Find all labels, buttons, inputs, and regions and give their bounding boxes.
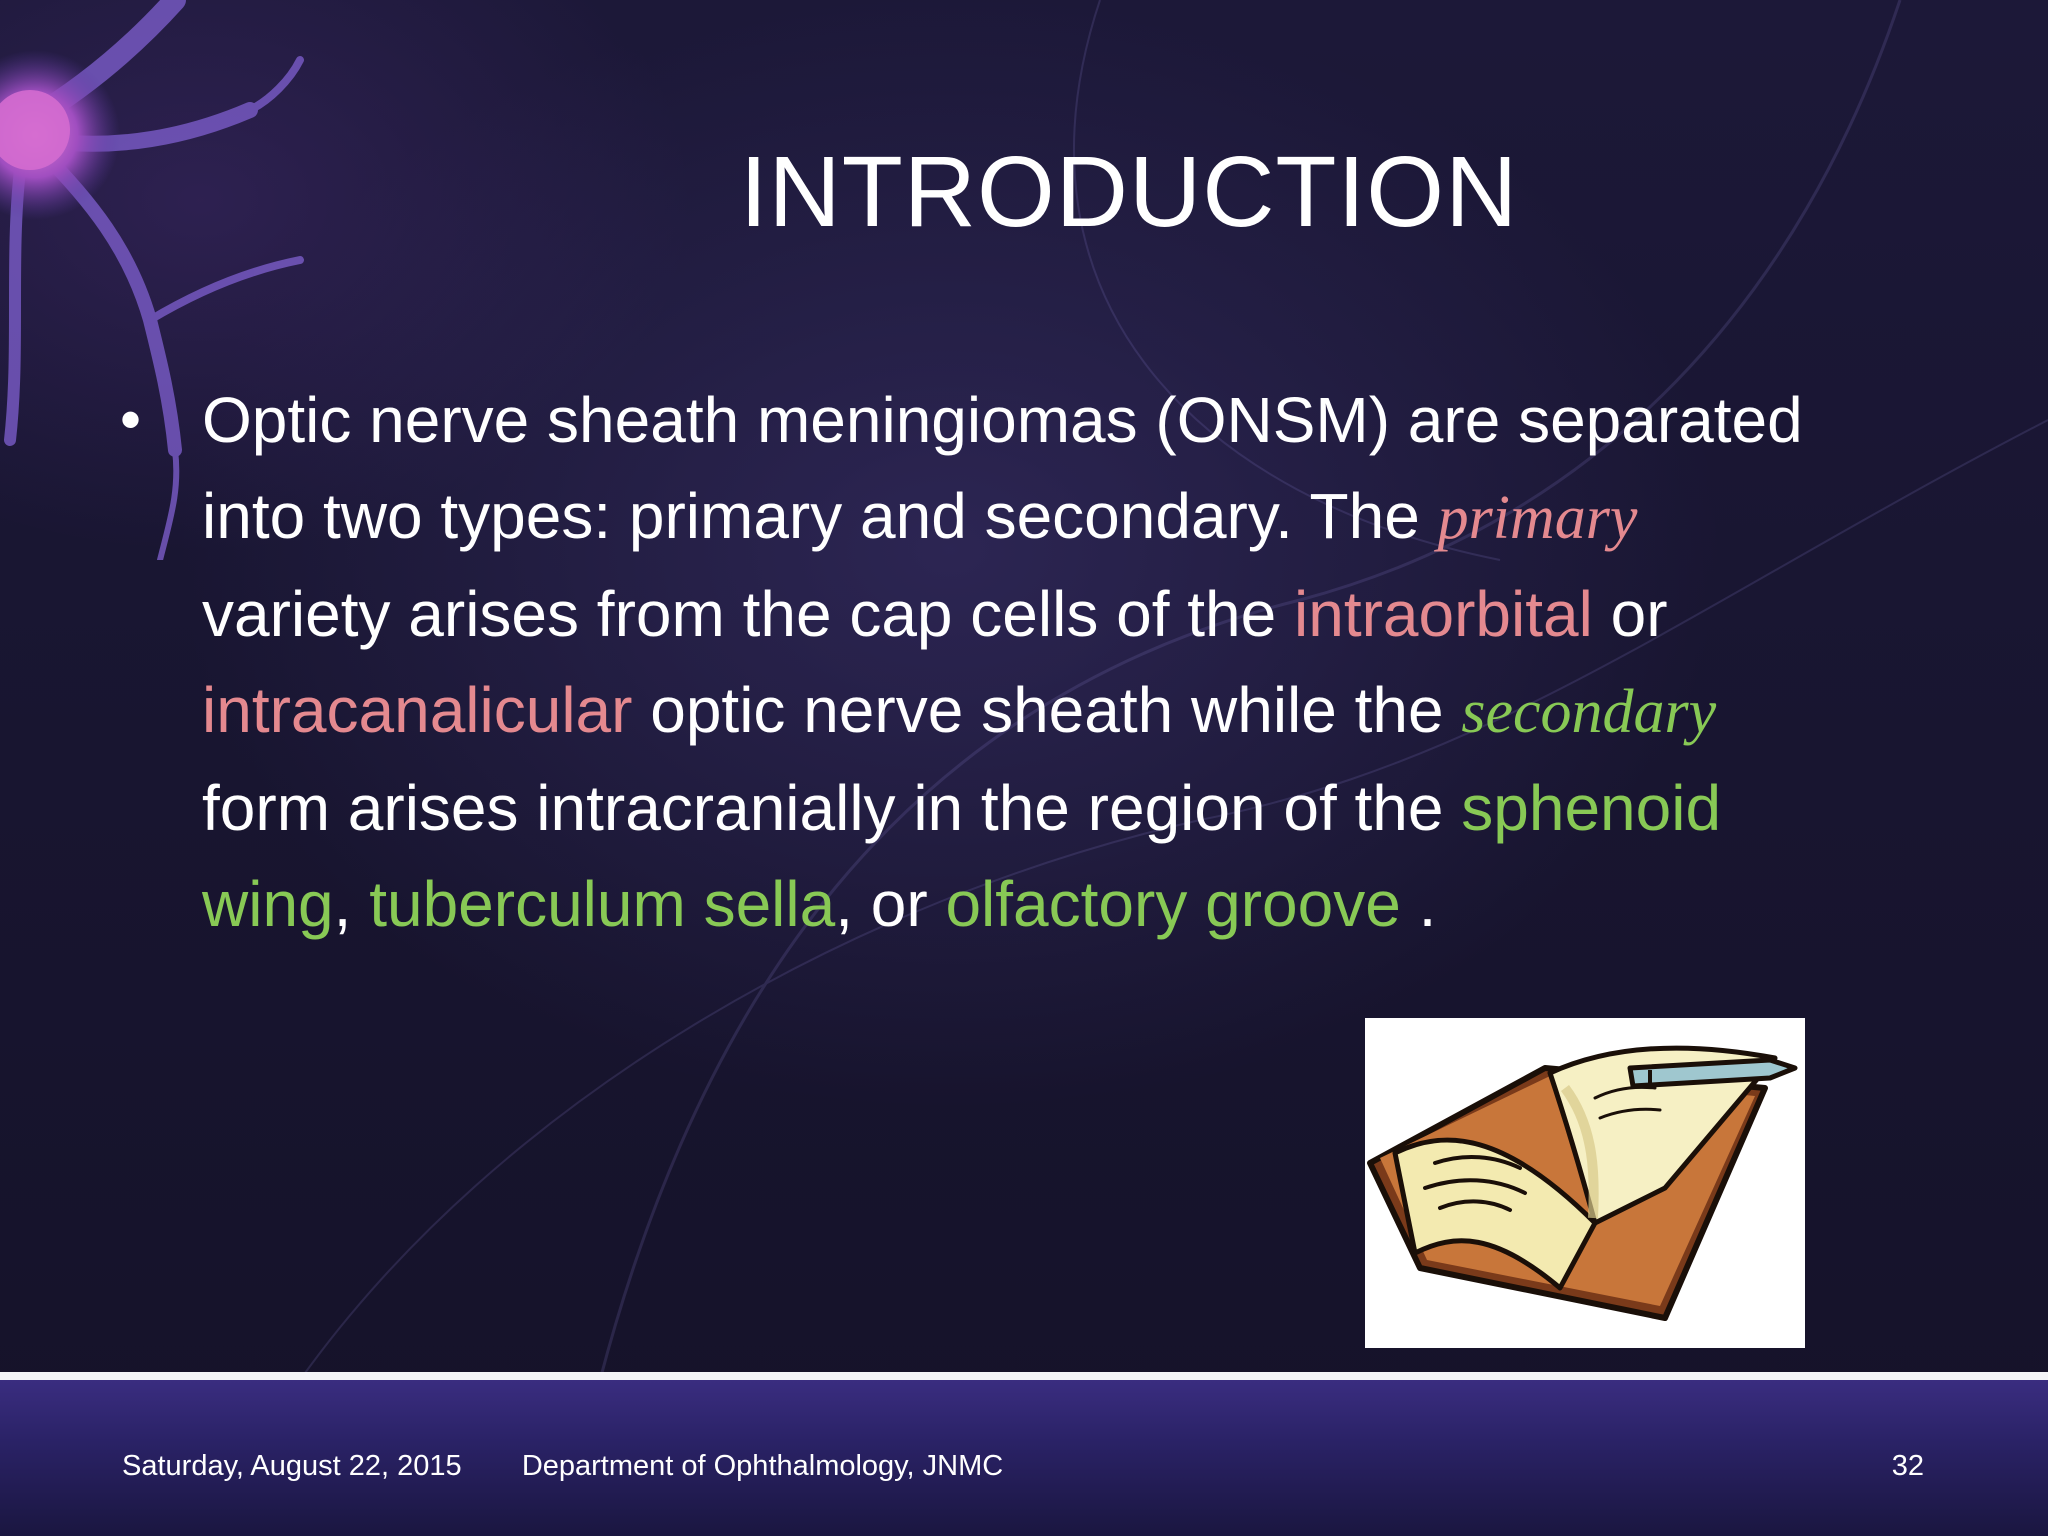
paragraph-text-7: , or <box>835 868 946 940</box>
term-sphenoid-wing: sphenoid wing <box>202 772 1722 940</box>
term-intracanalicular: intracanalicular <box>202 674 633 746</box>
paragraph-text-2: variety arises from the cap cells of the <box>202 578 1294 650</box>
footer-department: Department of Ophthalmology, JNMC <box>521 1450 1004 1482</box>
footer-date: Saturday, August 22, 2015 <box>122 1450 462 1482</box>
bullet-marker: • <box>120 386 142 453</box>
paragraph-text-5: form arises intracranially in the region of the <box>202 772 1462 844</box>
footer-divider <box>0 1372 2048 1380</box>
slide-title: INTRODUCTION <box>739 136 1519 248</box>
footer-page-number: 32 <box>1891 1450 1924 1482</box>
open-book-with-pen-icon <box>1365 1018 1805 1348</box>
term-intraorbital: intraorbital <box>1294 578 1593 650</box>
paragraph-text-8: . <box>1400 868 1437 940</box>
paragraph-text-1: Optic nerve sheath meningiomas (ONSM) are separated into two types: primary and secondary. The <box>202 384 1803 552</box>
paragraph-text-6: , <box>333 868 370 940</box>
term-tuberculum-sella: tuberculum sella <box>369 868 836 940</box>
paragraph-text-4: optic nerve sheath while the <box>632 674 1462 746</box>
term-olfactory-groove: olfactory groove <box>945 868 1401 940</box>
term-primary: primary <box>1437 484 1638 552</box>
term-secondary: secondary <box>1461 678 1717 746</box>
bullet-paragraph <box>202 372 1842 952</box>
paragraph-text-3: or <box>1592 578 1668 650</box>
